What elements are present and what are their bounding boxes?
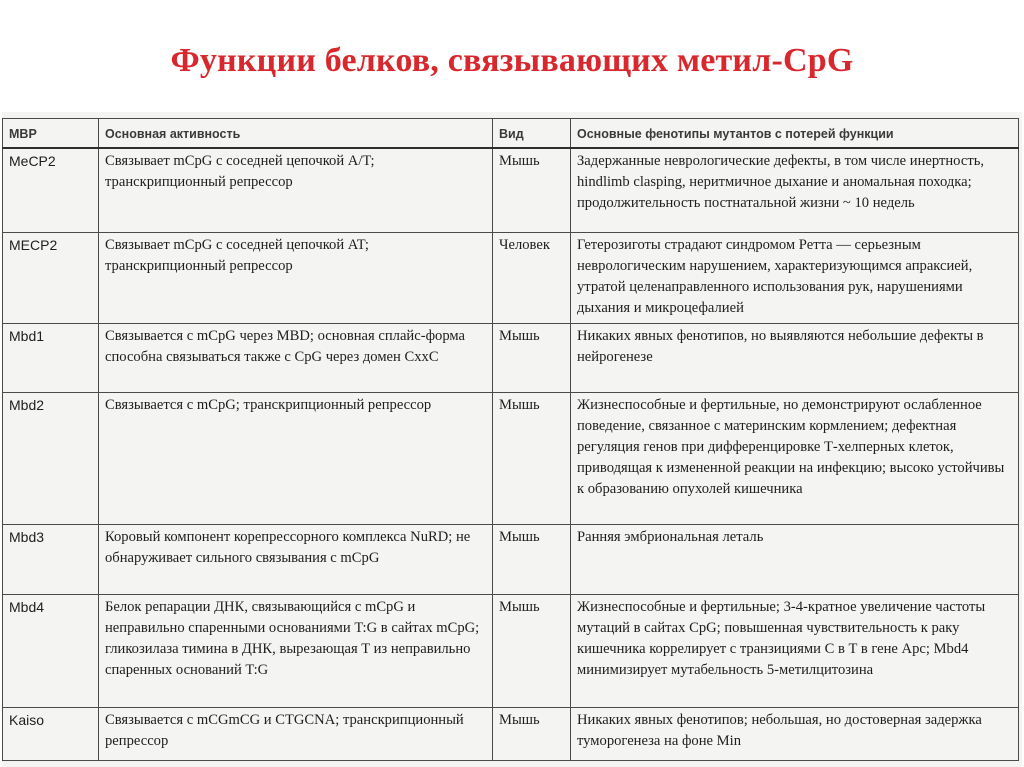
- header-activity: Основная активность: [99, 119, 493, 149]
- cell-mbp: Kaiso: [3, 708, 99, 761]
- cell-phenotypes: Жизнеспособные и фертильные; 3-4-кратное увеличение частоты мутаций в сайтах CpG; повышенная чувствительность к раку кишечника коррелирует с транзициями C в T в гене Apc; Mbd4 минимизирует мутабельность 5-метилцитозина: [571, 595, 1019, 708]
- cell-mbp: MeCP2: [3, 148, 99, 233]
- cell-activity: Связывается с mCGmCG и CTGCNA; транскрипционный репрессор: [99, 708, 493, 761]
- header-phenotypes: Основные фенотипы мутантов с потерей функции: [571, 119, 1019, 149]
- table-row: [3, 708, 1019, 761]
- cell-species: Мышь: [493, 324, 571, 393]
- cell-mbp: Mbd3: [3, 525, 99, 595]
- cell-phenotypes: Ранняя эмбриональная леталь: [571, 525, 1019, 595]
- header-mbp: МВР: [3, 119, 99, 149]
- header-species: Вид: [493, 119, 571, 149]
- cell-activity: Связывается с mCpG через MBD; основная сплайс-форма способна связываться также с CpG через домен CxxC: [99, 324, 493, 393]
- cell-species: Мышь: [493, 595, 571, 708]
- cell-species: Мышь: [493, 525, 571, 595]
- table-row: [3, 595, 1019, 708]
- cell-activity: Коровый компонент корепрессорного комплекса NuRD; не обнаруживает сильного связывания с mCpG: [99, 525, 493, 595]
- cell-phenotypes: Жизнеспособные и фертильные, но демонстрируют ослабленное поведение, связанное с материнским кормлением; дефектная регуляция генов при дифференцировке Т-хелперных клеток, приводящая к измененной реакции на инфекцию; высоко устойчивы к образованию опухолей кишечника: [571, 393, 1019, 525]
- cell-phenotypes: Задержанные неврологические дефекты, в том числе инертность, hindlimb clasping, неритмичное дыхание и аномальная походка; продолжительность постнатальной жизни ~ 10 недель: [571, 148, 1019, 233]
- mbp-functions-table: [2, 118, 1019, 761]
- cell-mbp: Mbd4: [3, 595, 99, 708]
- table-row: [3, 233, 1019, 324]
- cell-species: Человек: [493, 233, 571, 324]
- cell-species: Мышь: [493, 148, 571, 233]
- cell-activity: Связывает mCpG с соседней цепочкой A/T; транскрипционный репрессор: [99, 148, 493, 233]
- cell-species: Мышь: [493, 393, 571, 525]
- cell-species: Мышь: [493, 708, 571, 761]
- cell-mbp: MECP2: [3, 233, 99, 324]
- table-header-row: [3, 119, 1019, 149]
- cell-phenotypes: Никаких явных фенотипов; небольшая, но достоверная задержка туморогенеза на фоне Min: [571, 708, 1019, 761]
- table-row: [3, 324, 1019, 393]
- table-row: [3, 525, 1019, 595]
- cell-activity: Белок репарации ДНК, связывающийся с mCpG и неправильно спаренными основаниями T:G в сайтах mCpG; гликозилаза тимина в ДНК, вырезающая T из неправильно спаренных оснований T:G: [99, 595, 493, 708]
- table-row: [3, 393, 1019, 525]
- cell-activity: Связывается с mCpG; транскрипционный репрессор: [99, 393, 493, 525]
- table-row: [3, 148, 1019, 233]
- cell-mbp: Mbd2: [3, 393, 99, 525]
- cell-activity: Связывает mCpG с соседней цепочкой AT; транскрипционный репрессор: [99, 233, 493, 324]
- slide-title: Функции белков, связывающих метил-CpG: [170, 42, 854, 79]
- cell-phenotypes: Гетерозиготы страдают синдромом Ретта — серьезным неврологическим нарушением, характеризующимся апраксией, утратой целенаправленного использования рук, нарушениями дыхания и микроцефалией: [571, 233, 1019, 324]
- cell-phenotypes: Никаких явных фенотипов, но выявляются небольшие дефекты в нейрогенезе: [571, 324, 1019, 393]
- cell-mbp: Mbd1: [3, 324, 99, 393]
